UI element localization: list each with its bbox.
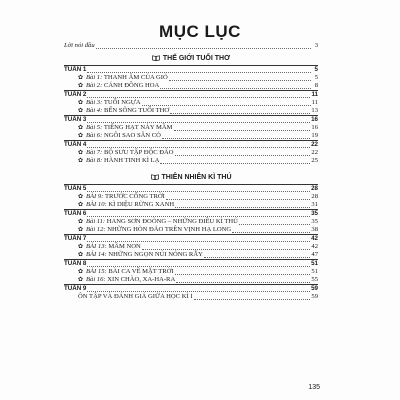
- dot-leader: [232, 232, 310, 233]
- week-page: 5: [314, 65, 318, 73]
- flower-bullet-icon: ✿: [78, 82, 84, 89]
- dot-leader: [174, 130, 311, 131]
- lesson-title: HANG SƠN ĐOÒNG – NHỮNG ĐIỀU KÌ THÚ: [106, 217, 238, 225]
- lesson-text: [78, 83, 159, 90]
- dot-leader: [175, 207, 310, 208]
- flower-bullet-icon: ✿: [78, 193, 84, 200]
- lesson-number: Bài 8:: [86, 156, 103, 164]
- lesson-page: 28: [311, 192, 318, 200]
- week-page: 16: [311, 115, 318, 123]
- page-title: MỤC LỤC: [159, 22, 241, 41]
- flower-bullet-icon: ✿: [78, 132, 84, 139]
- lesson-title: BẾN SÔNG TUỔI THƠ: [103, 106, 170, 114]
- week-label: TUẦN 4: [64, 140, 87, 148]
- week-page: 28: [311, 184, 318, 192]
- lesson-number: Bài 1:: [86, 73, 103, 81]
- week-label: TUẦN 3: [64, 115, 87, 123]
- intro-page: 3: [314, 41, 318, 49]
- week-page: 22: [311, 140, 318, 148]
- lesson-title: TIẾNG HẠT NẢY MẦM: [103, 123, 173, 131]
- lesson-title: HÀNH TINH KÌ LẠ: [103, 156, 160, 164]
- toc-row-week: [64, 209, 318, 218]
- toc-row-week: [64, 234, 318, 243]
- lesson-text: [78, 150, 174, 157]
- toc-row-review: [64, 293, 318, 301]
- week-label: TUẦN 9: [64, 284, 87, 292]
- week-page: 51: [311, 259, 318, 267]
- flower-bullet-icon: ✿: [78, 268, 84, 275]
- flower-bullet-icon: ✿: [78, 226, 84, 233]
- toc-row-intro: [64, 42, 318, 50]
- section-title: THIÊN NHIÊN KÌ THÚ: [161, 173, 232, 181]
- lesson-number: Bài 7:: [86, 148, 103, 156]
- lesson-page: 42: [311, 242, 318, 250]
- week-label: TUẦN 1: [64, 65, 87, 73]
- dot-leader: [162, 138, 310, 139]
- week-label: TUẦN 6: [64, 209, 87, 217]
- toc-row-week: [64, 65, 318, 74]
- section-title: THẾ GIỚI TUỔI THƠ: [162, 54, 231, 62]
- lesson-text: [78, 133, 161, 140]
- dot-leader: [87, 97, 310, 98]
- lesson-text: [78, 252, 203, 259]
- toc-row-lesson: [64, 201, 318, 209]
- flower-bullet-icon: ✿: [78, 107, 84, 114]
- lesson-page: 31: [311, 200, 318, 208]
- dot-leader: [87, 291, 310, 292]
- review-label: ÔN TẬP VÀ ĐÁNH GIÁ GIỮA HỌC KÌ I: [78, 292, 193, 300]
- lesson-page: 51: [311, 267, 318, 275]
- dot-leader: [87, 266, 310, 267]
- dot-leader: [87, 122, 310, 123]
- lesson-page: 8: [314, 81, 318, 89]
- lesson-number: BÀI 14:: [86, 250, 107, 258]
- week-label: TUẦN 2: [64, 90, 87, 98]
- lesson-page: 19: [311, 131, 318, 139]
- week-label: TUẦN 8: [64, 259, 87, 267]
- dot-leader: [87, 147, 310, 148]
- lesson-page: 22: [311, 148, 318, 156]
- section-heading: [64, 172, 318, 182]
- lesson-title: NGÔI SAO SÂN CỎ: [103, 131, 161, 139]
- week-page: 11: [311, 90, 318, 98]
- lesson-title: BÀI CA VỀ MẶT TRỜI: [108, 267, 174, 275]
- flower-bullet-icon: ✿: [78, 124, 84, 131]
- lesson-page: 11: [311, 98, 318, 106]
- lesson-number: BÀI 15:: [86, 267, 107, 275]
- toc-row-lesson: [64, 82, 318, 90]
- flower-bullet-icon: ✿: [78, 218, 84, 225]
- lesson-title: BỘ SƯU TẬP ĐỘC ĐÁO: [103, 148, 174, 156]
- lesson-number: Bài 2:: [86, 81, 103, 89]
- flower-bullet-icon: ✿: [78, 99, 84, 106]
- lesson-number: BÀI 13:: [86, 242, 107, 250]
- lesson-page: 38: [311, 225, 318, 233]
- section-heading: [64, 53, 318, 63]
- flower-bullet-icon: ✿: [78, 74, 84, 81]
- lesson-text: [78, 219, 238, 226]
- lesson-page: 16: [311, 123, 318, 131]
- lesson-text: [78, 100, 141, 107]
- toc-row-lesson: [64, 226, 318, 234]
- week-page: 35: [311, 209, 318, 217]
- lesson-text: [78, 158, 159, 165]
- dot-leader: [194, 299, 311, 300]
- dot-leader: [160, 88, 311, 89]
- intro-label: Lời nói đầu: [64, 41, 95, 49]
- flower-bullet-icon: ✿: [78, 149, 84, 156]
- toc-row-lesson: [64, 107, 318, 115]
- toc-row-lesson: [64, 251, 318, 259]
- dot-leader: [175, 155, 311, 156]
- toc-row-week: [64, 259, 318, 268]
- dot-leader: [87, 72, 311, 73]
- lesson-page: 55: [311, 275, 318, 283]
- lesson-text: [78, 269, 174, 276]
- dot-leader: [160, 163, 310, 164]
- lesson-text: [78, 277, 175, 284]
- lesson-number: Bài 5:: [86, 123, 103, 131]
- dot-leader: [175, 274, 311, 275]
- lesson-title: CÁNH ĐỒNG HOA: [103, 81, 160, 89]
- dot-leader: [142, 249, 311, 250]
- flower-bullet-icon: ✿: [78, 243, 84, 250]
- toc-row-week: [64, 140, 318, 149]
- dot-leader: [176, 282, 310, 283]
- lesson-number: BÀI 9:: [86, 192, 104, 200]
- dot-leader: [142, 105, 311, 106]
- book-icon: [152, 55, 160, 61]
- dot-leader: [87, 241, 310, 242]
- toc-row-lesson: [64, 276, 318, 284]
- lesson-text: [78, 75, 168, 82]
- lesson-page: 13: [311, 106, 318, 114]
- dot-leader: [166, 199, 311, 200]
- lesson-title: THANH ÂM CỦA GIÓ: [103, 73, 168, 81]
- lesson-title: TUỔI NGỰA: [103, 98, 141, 106]
- dot-leader: [169, 80, 311, 81]
- section-gap: [64, 165, 318, 169]
- toc-row-lesson: [64, 132, 318, 140]
- toc-row-lesson: [64, 157, 318, 165]
- lesson-text: [78, 244, 141, 251]
- lesson-title: KÌ DIỆU RỪNG XANH: [108, 200, 175, 208]
- lesson-number: Bài 3:: [86, 98, 103, 106]
- dot-leader: [87, 191, 310, 192]
- lesson-number: BÀI 10:: [86, 200, 107, 208]
- lesson-page: 25: [311, 156, 318, 164]
- lesson-text: [78, 108, 169, 115]
- page-number: 135: [308, 384, 320, 391]
- review-page: 59: [311, 292, 318, 300]
- book-icon: [151, 174, 159, 180]
- lesson-title: NHỮNG NGỌN NÚI NÓNG RẪY: [108, 250, 203, 258]
- lesson-number: Bài 12:: [86, 225, 106, 233]
- dot-leader: [239, 224, 310, 225]
- lesson-title: MẦM NON: [108, 242, 141, 250]
- flower-bullet-icon: ✿: [78, 251, 84, 258]
- week-label: TUẦN 5: [64, 184, 87, 192]
- lesson-title: XIN CHÀO, XA-HA-RA: [107, 275, 176, 283]
- dot-leader: [87, 216, 310, 217]
- dot-leader: [204, 257, 311, 258]
- lesson-number: Bài 4:: [86, 106, 103, 114]
- flower-bullet-icon: ✿: [78, 276, 84, 283]
- lesson-title: NHỮNG HÒN ĐẢO TRÊN VỊNH HẠ LONG: [107, 225, 232, 233]
- lesson-title: TRƯỚC CỔNG TRỜI: [104, 192, 165, 200]
- lesson-page: 5: [314, 73, 318, 81]
- lesson-text: [78, 202, 174, 209]
- toc-row-week: [64, 115, 318, 124]
- lesson-page: 47: [311, 250, 318, 258]
- dot-leader: [170, 113, 310, 114]
- lesson-number: Bài 11:: [86, 217, 106, 225]
- toc-row-week: [64, 90, 318, 99]
- week-page: 59: [311, 284, 318, 292]
- dot-leader: [96, 48, 311, 49]
- week-label: TUẦN 7: [64, 234, 87, 242]
- flower-bullet-icon: ✿: [78, 201, 84, 208]
- lesson-number: Bài 16:: [86, 275, 106, 283]
- lesson-page: 35: [311, 217, 318, 225]
- toc-row-week: [64, 284, 318, 293]
- lesson-number: Bài 6:: [86, 131, 103, 139]
- table-of-contents: [64, 42, 318, 301]
- lesson-text: [78, 194, 165, 201]
- lesson-text: [78, 227, 231, 234]
- flower-bullet-icon: ✿: [78, 157, 84, 164]
- week-page: 42: [311, 234, 318, 242]
- toc-row-week: [64, 184, 318, 193]
- lesson-text: [78, 125, 173, 132]
